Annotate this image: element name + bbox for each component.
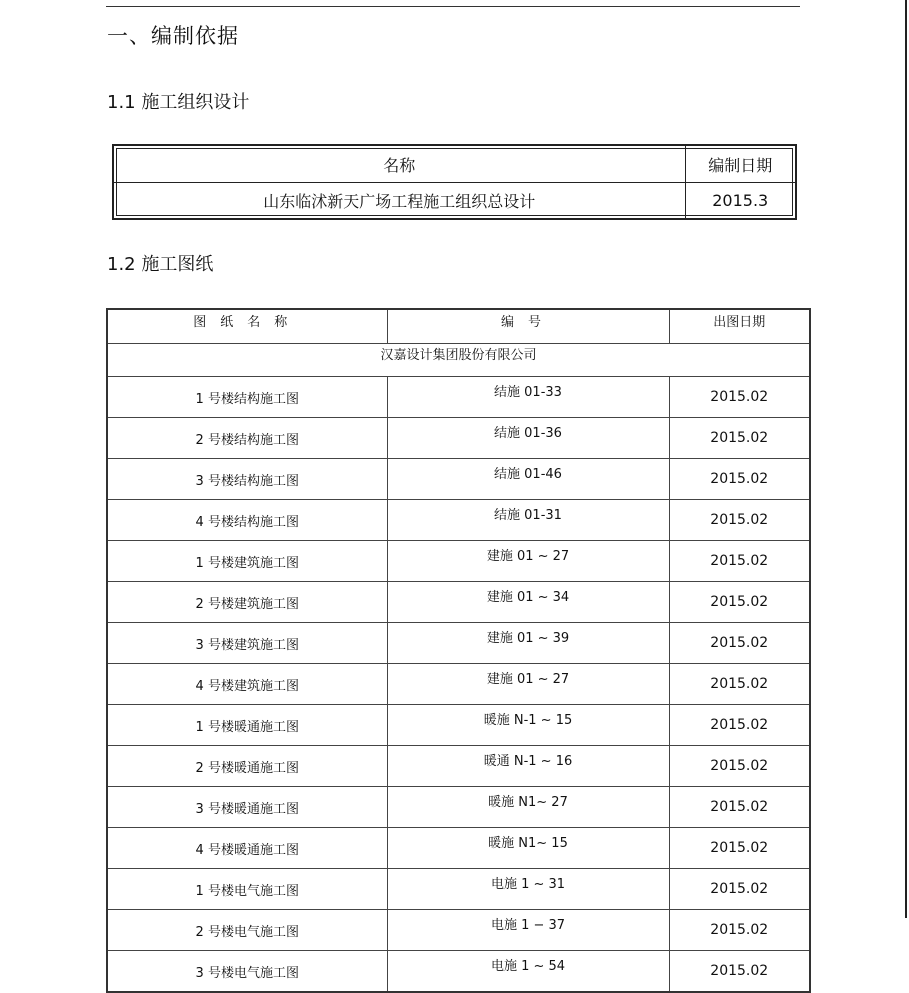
table-row — [107, 377, 810, 418]
section-title-drawings: 1.2 施工图纸 — [107, 254, 214, 275]
drawing-number-cell: 暖通 N-1 ~ 16 — [387, 746, 669, 787]
column-header-drawing-name: 图纸名称 — [107, 309, 387, 344]
table-row — [107, 664, 810, 705]
issue-date-cell: 2015.02 — [669, 418, 810, 459]
drawing-name-cell: 1 号楼电气施工图 — [107, 869, 387, 910]
drawing-name-cell: 1 号楼暖通施工图 — [107, 705, 387, 746]
table-row — [107, 582, 810, 623]
page-heading: 一、编制依据 — [107, 24, 239, 48]
table-row — [107, 828, 810, 869]
drawing-name-cell: 3 号楼电气施工图 — [107, 951, 387, 993]
issue-date-cell: 2015.02 — [669, 664, 810, 705]
table-row — [113, 183, 796, 220]
issue-date-cell: 2015.02 — [669, 582, 810, 623]
drawing-number-cell: 暖施 N1~ 27 — [387, 787, 669, 828]
issue-date-cell: 2015.02 — [669, 869, 810, 910]
issue-date-cell: 2015.02 — [669, 377, 810, 418]
table-row — [107, 418, 810, 459]
drawing-name-cell: 3 号楼暖通施工图 — [107, 787, 387, 828]
column-header-number: 编号 — [387, 309, 669, 344]
table-row — [107, 623, 810, 664]
table-row — [107, 705, 810, 746]
drawing-number-cell: 结施 01-33 — [387, 377, 669, 418]
table-row — [107, 746, 810, 787]
design-name-cell: 山东临沭新天广场工程施工组织总设计 — [113, 183, 685, 220]
issue-date-cell: 2015.02 — [669, 541, 810, 582]
drawing-number-cell: 暖施 N-1 ~ 15 — [387, 705, 669, 746]
table-row — [107, 869, 810, 910]
table-header-row — [107, 309, 810, 344]
issue-date-cell: 2015.02 — [669, 459, 810, 500]
table-row — [107, 951, 810, 993]
issue-date-cell: 2015.02 — [669, 500, 810, 541]
drawing-name-cell: 4 号楼暖通施工图 — [107, 828, 387, 869]
drawing-name-cell: 3 号楼结构施工图 — [107, 459, 387, 500]
issue-date-cell: 2015.02 — [669, 951, 810, 993]
header-rule — [106, 6, 800, 7]
table-row — [107, 459, 810, 500]
section-title-construction-design: 1.1 施工组织设计 — [107, 92, 250, 113]
table-row — [107, 500, 810, 541]
drawing-number-cell: 建施 01 ~ 34 — [387, 582, 669, 623]
column-header-issue-date: 出图日期 — [669, 309, 810, 344]
table-row — [107, 787, 810, 828]
drawing-name-cell: 1 号楼结构施工图 — [107, 377, 387, 418]
drawing-number-cell: 建施 01 ~ 27 — [387, 541, 669, 582]
issue-date-cell: 2015.02 — [669, 623, 810, 664]
table-header-row — [113, 145, 796, 183]
drawing-name-cell: 4 号楼建筑施工图 — [107, 664, 387, 705]
drawing-number-cell: 建施 01 ~ 27 — [387, 664, 669, 705]
table-row — [107, 910, 810, 951]
table-row — [107, 541, 810, 582]
company-name: 汉嘉设计集团股份有限公司 — [107, 344, 810, 377]
drawing-number-cell: 暖施 N1~ 15 — [387, 828, 669, 869]
issue-date-cell: 2015.02 — [669, 746, 810, 787]
issue-date-cell: 2015.02 — [669, 705, 810, 746]
drawing-number-cell: 结施 01-31 — [387, 500, 669, 541]
issue-date-cell: 2015.02 — [669, 910, 810, 951]
drawing-number-cell: 电施 1 ~ 54 — [387, 951, 669, 993]
drawing-name-cell: 3 号楼建筑施工图 — [107, 623, 387, 664]
issue-date-cell: 2015.02 — [669, 828, 810, 869]
drawing-name-cell: 1 号楼建筑施工图 — [107, 541, 387, 582]
drawing-number-cell: 电施 1 − 37 — [387, 910, 669, 951]
drawing-number-cell: 建施 01 ~ 39 — [387, 623, 669, 664]
drawing-name-cell: 2 号楼暖通施工图 — [107, 746, 387, 787]
drawing-name-cell: 2 号楼建筑施工图 — [107, 582, 387, 623]
company-row — [107, 344, 810, 377]
drawing-name-cell: 2 号楼结构施工图 — [107, 418, 387, 459]
drawing-name-cell: 4 号楼结构施工图 — [107, 500, 387, 541]
column-header-name: 名称 — [113, 145, 685, 183]
drawings-table — [106, 308, 811, 993]
drawing-number-cell: 结施 01-46 — [387, 459, 669, 500]
column-header-date: 编制日期 — [685, 145, 796, 183]
issue-date-cell: 2015.02 — [669, 787, 810, 828]
drawing-number-cell: 电施 1 ~ 31 — [387, 869, 669, 910]
drawing-name-cell: 2 号楼电气施工图 — [107, 910, 387, 951]
construction-design-table — [112, 144, 797, 220]
drawing-number-cell: 结施 01-36 — [387, 418, 669, 459]
design-date-cell: 2015.3 — [685, 183, 796, 220]
